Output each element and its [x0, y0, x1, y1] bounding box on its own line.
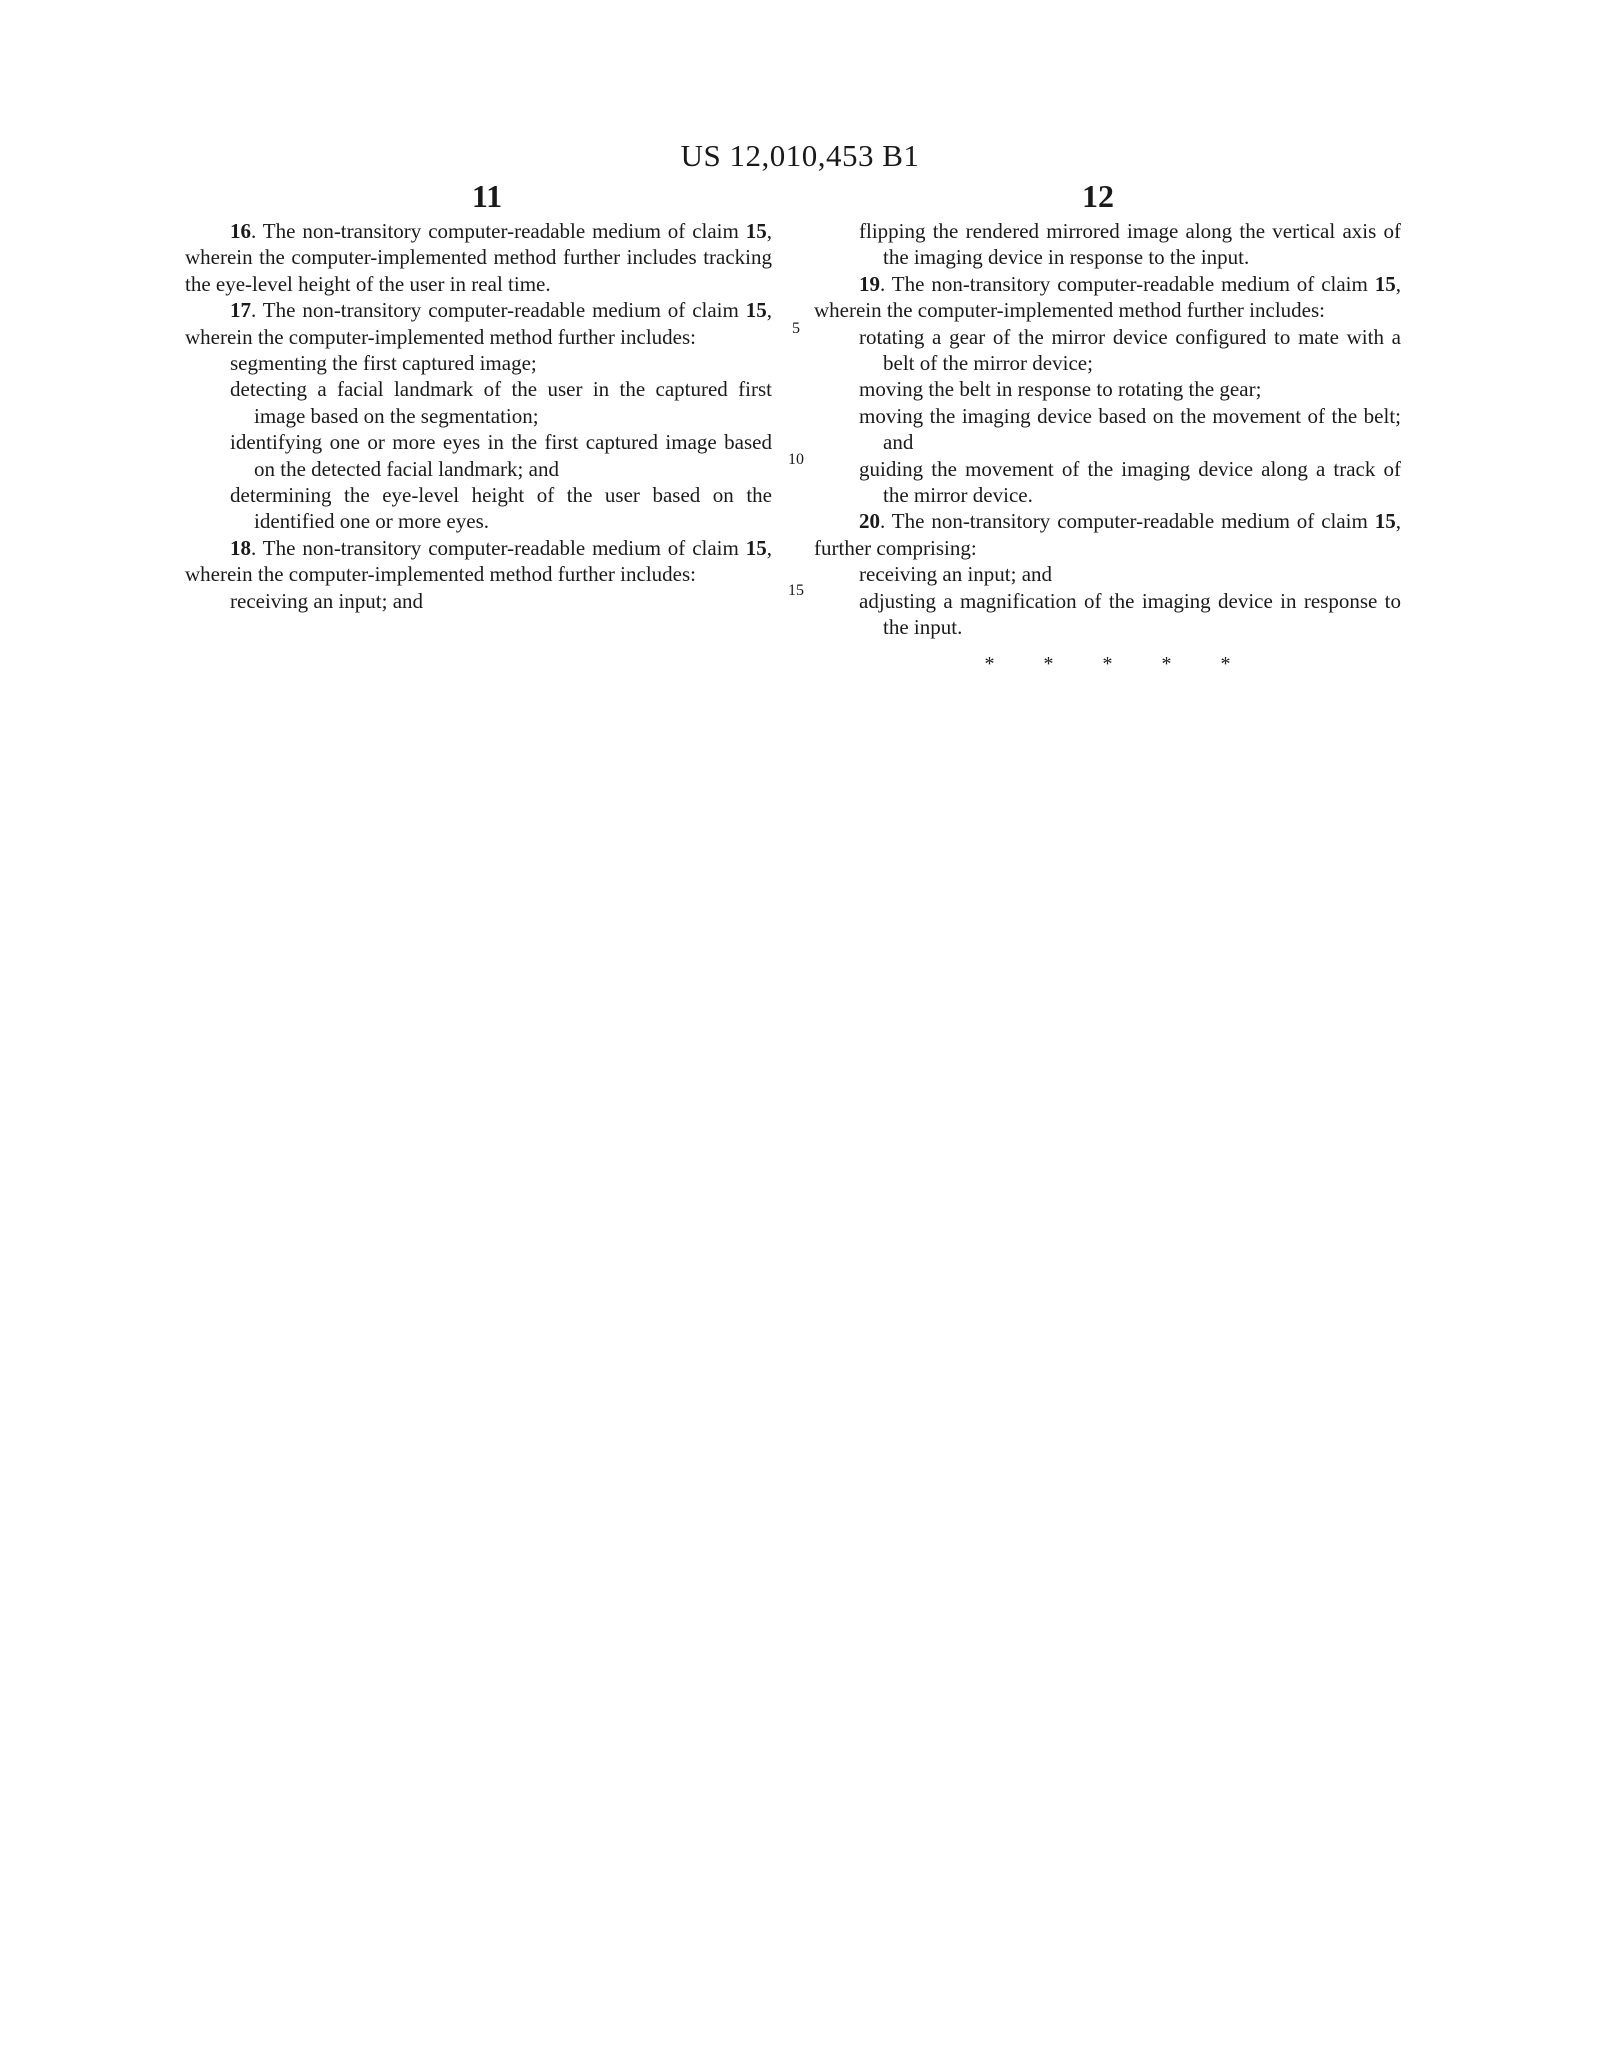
claim-18-continued: flipping the rendered mirrored image along the vertical axis of the imaging device in response to the input.: [859, 219, 1401, 270]
claim-text: , further comprising:: [814, 509, 1401, 560]
claim-number: 20: [859, 509, 880, 534]
claim-number: 17: [230, 298, 251, 323]
patent-number: US 12,010,453 B1: [680, 138, 920, 173]
claim-number: 19: [859, 271, 880, 296]
claim-reference: 15: [1374, 271, 1396, 296]
claim-step: adjusting a magnification of the imaging device in response to the input.: [859, 588, 1401, 640]
left-column: [185, 218, 772, 614]
claim-text: . The non-transitory computer-readable medium of claim: [880, 271, 1375, 296]
right-column: [814, 218, 1401, 677]
claim-number: 16: [230, 219, 251, 243]
claim-20: [814, 508, 1401, 561]
claim-step: guiding the movement of the imaging device along a track of the mirror device.: [859, 456, 1401, 508]
claim-text: , wherein the computer-implemented method further includes:: [814, 271, 1401, 323]
claim-text: , wherein the computer-implemented method further includes tracking the eye-level height of the user in real time.: [185, 219, 772, 296]
right-column-number: 12: [1082, 178, 1114, 214]
claim-18: [185, 535, 772, 588]
claim-step: moving the imaging device based on the movement of the belt; and: [859, 403, 1401, 455]
claim-reference: 15: [745, 219, 767, 243]
claim-19: [814, 271, 1401, 324]
claim-step: identifying one or more eyes in the first captured image based on the detected facial landmark; and: [230, 430, 772, 481]
claim-number: 18: [230, 535, 251, 560]
line-number-15: 15: [788, 582, 804, 599]
claim-step: segmenting the first captured image;: [230, 351, 537, 376]
line-number-5: 5: [792, 320, 800, 337]
claim-16: [185, 218, 772, 297]
claim-step: receiving an input; and: [230, 588, 424, 613]
claim-step: detecting a facial landmark of the user in the captured first image based on the segmentation;: [230, 377, 772, 428]
claim-text: , wherein the computer-implemented method further includes:: [185, 298, 772, 349]
claim-reference: 15: [745, 298, 767, 323]
claim-17: [185, 297, 772, 350]
claim-step: moving the belt in response to rotating the gear;: [859, 377, 1262, 402]
claim-step: rotating a gear of the mirror device configured to mate with a belt of the mirror device;: [859, 324, 1401, 376]
claim-text: . The non-transitory computer-readable medium of claim: [251, 298, 746, 323]
claim-text: . The non-transitory computer-readable medium of claim: [251, 535, 746, 560]
claim-reference: 15: [745, 535, 767, 560]
claim-text: . The non-transitory computer-readable medium of claim: [251, 219, 746, 243]
claim-step: determining the eye-level height of the user based on the identified one or more eyes.: [230, 483, 772, 534]
line-number-10: 10: [788, 451, 804, 468]
claim-text: , wherein the computer-implemented method further includes:: [185, 535, 772, 587]
end-of-document-mark: * * * * *: [984, 652, 1253, 675]
claim-text: . The non-transitory computer-readable medium of claim: [880, 509, 1375, 534]
left-column-number: 11: [471, 178, 503, 214]
claim-reference: 15: [1374, 509, 1396, 534]
claim-step: receiving an input; and: [859, 562, 1053, 587]
